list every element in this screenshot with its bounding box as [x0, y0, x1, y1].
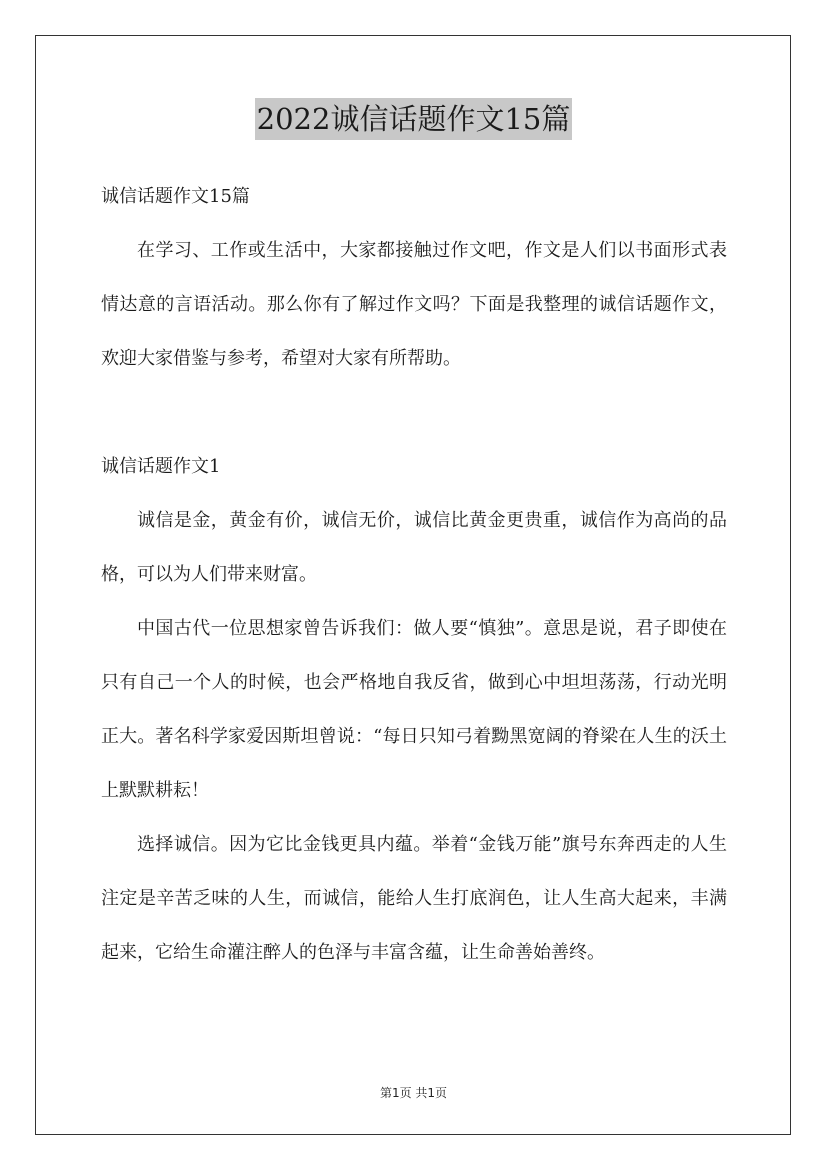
document-title: 2022诚信话题作文15篇	[255, 98, 573, 140]
document-subtitle: 诚信话题作文15篇	[101, 186, 250, 207]
title-container	[0, 98, 827, 140]
body-paragraph: 诚信是金，黄金有价，诚信无价，诚信比黄金更贵重，诚信作为高尚的品格，可以为人们带来财富。	[101, 510, 727, 585]
document-body	[101, 170, 727, 980]
section-heading: 诚信话题作文1	[101, 456, 221, 477]
body-paragraph: 中国古代一位思想家曾告诉我们：做人要“慎独”。意思是说，君子即使在只有自己一个人的时候，也会严格地自我反省，做到心中坦坦荡荡，行动光明正大。著名科学家爱因斯坦曾说：“每日只知弓着黝黑宽阔的脊梁在人生的沃土上默默耕耘！	[101, 618, 727, 801]
section-spacer	[101, 386, 727, 440]
intro-paragraph: 在学习、工作或生活中，大家都接触过作文吧，作文是人们以书面形式表情达意的言语活动。那么你有了解过作文吗？下面是我整理的诚信话题作文，欢迎大家借鉴与参考，希望对大家有所帮助。	[101, 240, 727, 369]
page-footer: 第1页 共1页	[379, 1086, 448, 1100]
body-paragraph: 选择诚信。因为它比金钱更具内蕴。举着“金钱万能”旗号东奔西走的人生注定是辛苦乏味的人生，而诚信，能给人生打底润色，让人生高大起来，丰满起来，它给生命灌注醉人的色泽与丰富含蕴，让生命善始善终。	[101, 834, 727, 963]
